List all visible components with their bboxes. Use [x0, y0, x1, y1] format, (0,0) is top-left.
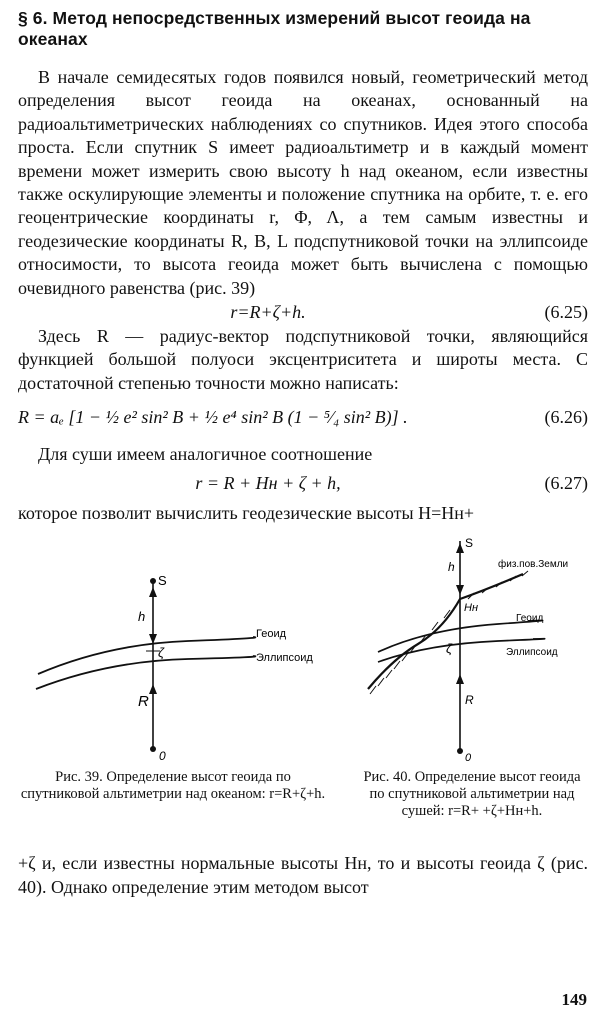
- fig39-ellipsoid-curve: [36, 656, 255, 689]
- equation-6-27-formula: r = R + Hн + ζ + h,: [195, 472, 341, 493]
- fig39-label-ellipsoid: Эллипсоид: [256, 652, 313, 665]
- fig39-label-h: h: [138, 609, 146, 625]
- fig40-label-h: h: [448, 560, 455, 575]
- equation-6-25-number: (6.25): [544, 302, 588, 323]
- fig39-dot-o: [150, 746, 156, 752]
- fig39-label-r: R: [138, 693, 149, 711]
- fig40-surface-hatch: [370, 571, 528, 694]
- figure-40-diagram: [348, 529, 588, 774]
- fig40-arrow-up: [456, 543, 464, 553]
- equation-6-25: [18, 300, 588, 325]
- fig39-arrow-r: [149, 684, 157, 694]
- figure-39-diagram: [18, 539, 328, 774]
- figure-39-caption: Рис. 39. Определение высот геоида по спутниковой альтиметрии над океаном: r=R+ζ+h.: [20, 769, 326, 803]
- fig40-label-zeta: ζ: [446, 641, 453, 657]
- equation-6-26: [18, 395, 588, 439]
- fig40-label-s: S: [465, 536, 474, 551]
- fig39-label-geoid: Геоид: [256, 628, 287, 641]
- paragraph-3: Для суши имеем аналогичное соотношение: [38, 444, 373, 465]
- fig39-label-o: 0: [159, 749, 166, 764]
- paragraph-4: которое позволит вычислить геодезические высоты H=Hн+: [18, 502, 475, 523]
- fig40-arrow-h: [456, 585, 464, 595]
- section-title: § 6. Метод непосредственных измерений высот геоида на океанах: [18, 8, 531, 49]
- fig39-label-zeta: ζ: [158, 645, 165, 661]
- fig39-dot-s: [150, 578, 156, 584]
- figures-row: [18, 529, 588, 824]
- paragraph-1: В начале семидесятых годов появился новый, геометрический метод определения высот геоида на океанах, основанный на радиоальтиметрических наблюдениях со спутников. Идея этого способа проста. Если спутник S имеет радиоальтиметр и в каждый момент времени может измерить свою высоту h над океаном, если известны также оскулирующие элементы и положение спутника на орбите, т. е. его геоцентрические координаты r, Φ, Λ, а тем самым известны и геодезические координаты R, B, L подспутниковой точки на эллипсоиде относимости, то высота геоида может быть вычислена с помощью очевидного равенства (рис. 39): [18, 67, 588, 298]
- equation-6-27-number: (6.27): [544, 472, 588, 493]
- equation-6-26-number: (6.26): [544, 407, 588, 428]
- fig39-label-s: S: [158, 573, 167, 589]
- fig40-dot-o: [457, 748, 463, 754]
- fig40-label-o: 0: [465, 752, 472, 765]
- fig40-label-surface: физ.пов.Земли: [498, 559, 569, 571]
- fig40-label-geoid: Геоид: [516, 613, 544, 625]
- figure-40-caption: Рис. 40. Определение высот геоида по спутниковой альтиметрии над сушей: r=R+ +ζ+Hн+h.: [363, 769, 581, 820]
- equation-6-27: [18, 471, 588, 496]
- paragraph-2: Здесь R — радиус-вектор подспутниковой точки, являющийся функцией большой полуоси эксцентриситета и широты места. С достаточной степенью точности можно написать:: [18, 326, 588, 393]
- fig39-geoid-curve: [38, 637, 255, 674]
- fig40-label-hn: Hн: [464, 602, 478, 615]
- fig40-arrow-r: [456, 674, 464, 684]
- fig39-arrow-up: [149, 587, 157, 597]
- equation-6-26-formula: R = aₑ [1 − ½ e² sin² B + ½ e⁴ sin² B (1 − ⁵⁄₄ sin² B)] .: [18, 407, 408, 428]
- fig40-label-ellipsoid: Эллипсоид: [506, 647, 558, 659]
- paragraph-5: +ζ и, если известны нормальные высоты Hн, то и высоты геоида ζ (рис. 40). Однако определение этим методом высот: [18, 853, 588, 897]
- fig40-label-r: R: [465, 693, 474, 708]
- page-number: 149: [561, 990, 587, 1009]
- equation-6-25-formula: r=R+ζ+h.: [230, 302, 306, 323]
- page: [18, 8, 588, 899]
